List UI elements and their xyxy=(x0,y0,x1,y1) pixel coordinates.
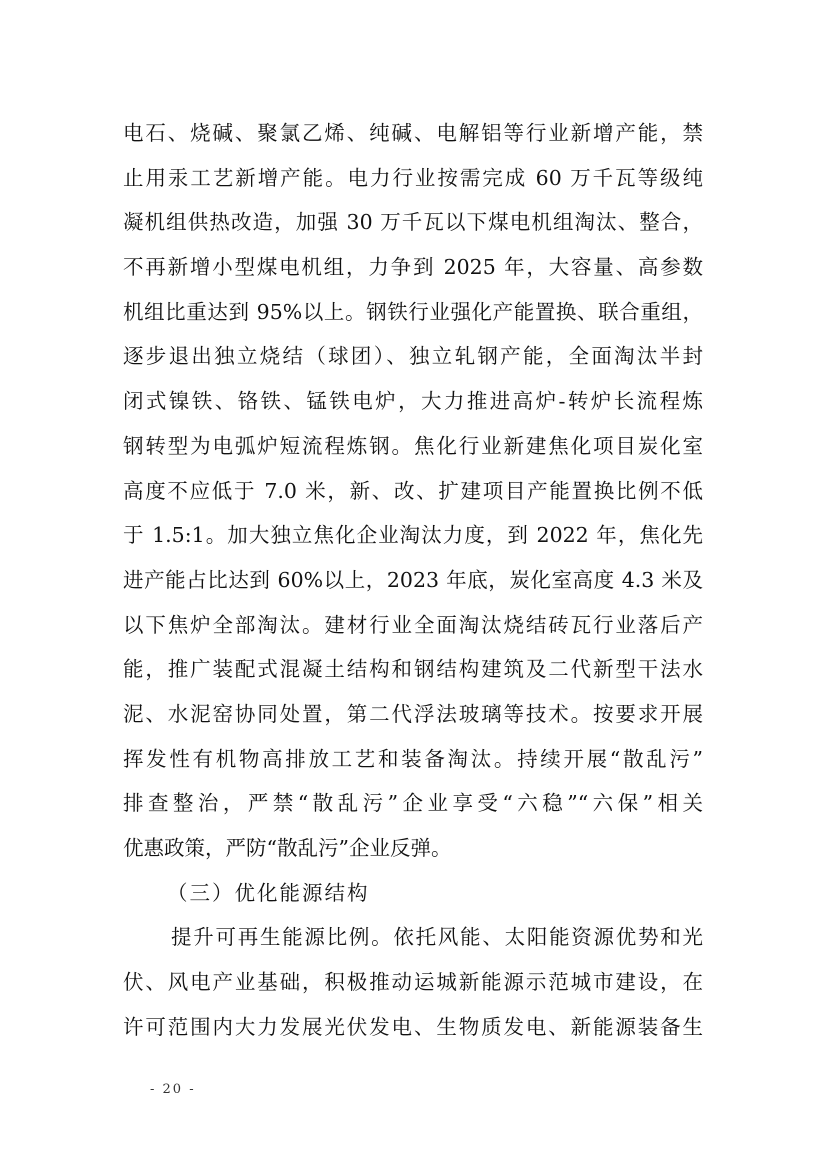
text-line: 逐步退出独立烧结（球团）、独立轧钢产能，全面淘汰半封 xyxy=(123,344,703,369)
text-line: 钢转型为电弧炉短流程炼钢。焦化行业新建焦化项目炭化室 xyxy=(123,433,703,458)
section-heading: （三）优化能源结构 xyxy=(167,880,370,905)
text-line: 于 1.5:1。加大独立焦化企业淘汰力度，到 2022 年，焦化先 xyxy=(123,523,703,548)
text-line: 闭式镍铁、铬铁、锰铁电炉，大力推进高炉-转炉长流程炼 xyxy=(123,389,703,414)
text-line: 不再新增小型煤电机组，力争到 2025 年，大容量、高参数 xyxy=(123,255,703,280)
text-line: 伏、风电产业基础，积极推动运城新能源示范城市建设，在 xyxy=(123,970,703,995)
text-line: 进产能占比达到 60%以上，2023 年底，炭化室高度 4.3 米及 xyxy=(123,567,703,592)
text-line: 许可范围内大力发展光伏发电、生物质发电、新能源装备生 xyxy=(123,1014,703,1039)
text-line: 能，推广装配式混凝土结构和钢结构建筑及二代新型干法水 xyxy=(123,657,703,682)
text-line: 止用汞工艺新增产能。电力行业按需完成 60 万千瓦等级纯 xyxy=(123,165,703,190)
text-line: 挥发性有机物高排放工艺和装备淘汰。持续开展“散乱污” xyxy=(123,746,703,771)
text-line: 泥、水泥窑协同处置，第二代浮法玻璃等技术。按要求开展 xyxy=(123,701,703,726)
document-body xyxy=(123,111,703,1049)
text-line: 电石、烧碱、聚氯乙烯、纯碱、电解铝等行业新增产能，禁 xyxy=(123,121,703,145)
text-line: 凝机组供热改造，加强 30 万千瓦以下煤电机组淘汰、整合， xyxy=(123,210,703,235)
text-line: 机组比重达到 95%以上。钢铁行业强化产能置换、联合重组， xyxy=(123,299,703,324)
text-line: 以下焦炉全部淘汰。建材行业全面淘汰烧结砖瓦行业落后产 xyxy=(123,612,703,637)
text-line: 高度不应低于 7.0 米，新、改、扩建项目产能置换比例不低 xyxy=(123,478,703,503)
page-number: - 20 - xyxy=(150,1082,196,1097)
text-line: 提升可再生能源比例。依托风能、太阳能资源优势和光 xyxy=(171,925,703,950)
text-line: 排查整治，严禁“散乱污”企业享受“六稳”“六保”相关 xyxy=(123,791,703,816)
text-line: 优惠政策，严防“散乱污”企业反弹。 xyxy=(123,836,452,860)
